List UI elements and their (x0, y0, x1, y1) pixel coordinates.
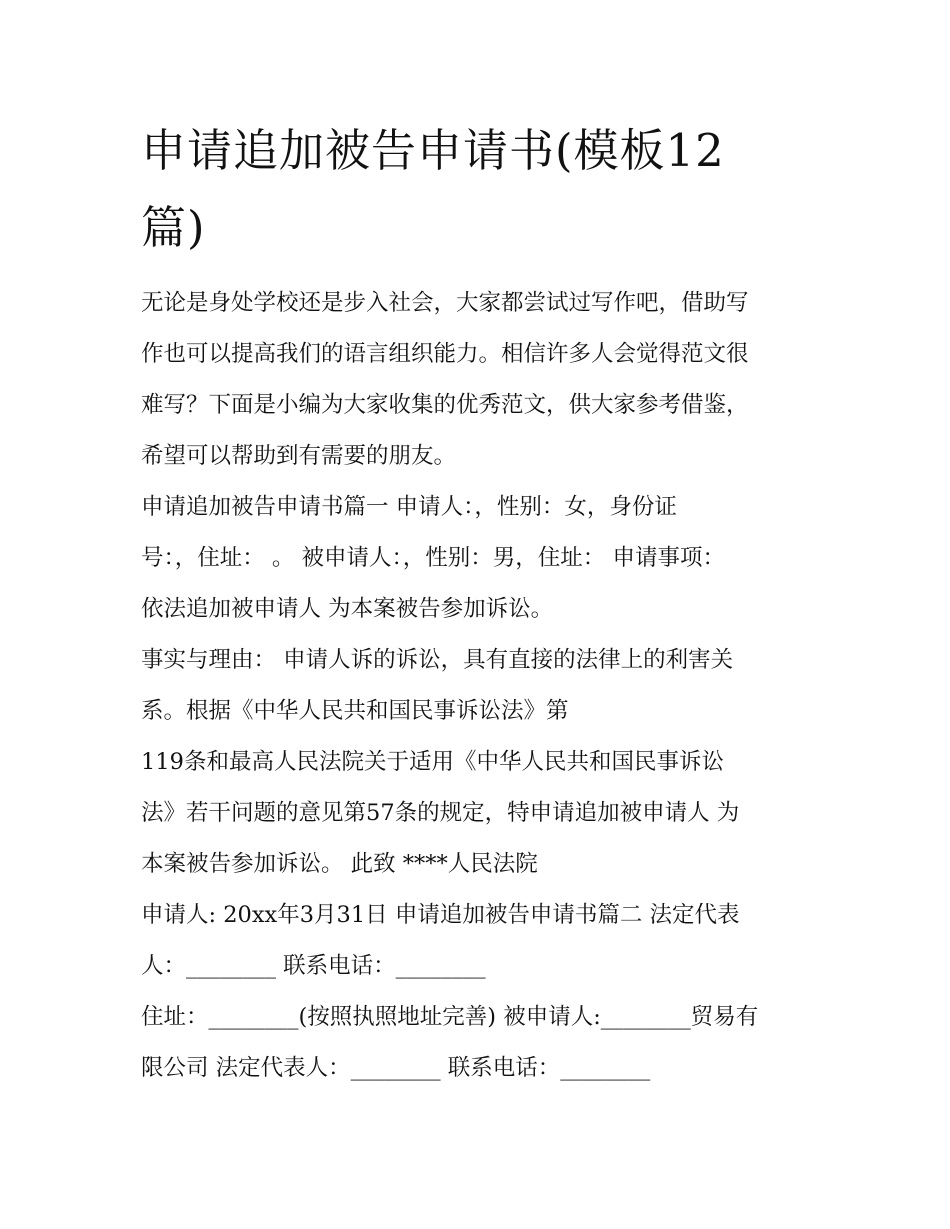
facts-reasons-line: 法》若干问题的意见第57条的规定，特申请追加被申请人 为 (141, 800, 740, 826)
applicant-info-line: 号：，住址： 。 被申请人：，性别：男，住址： 申请事项： (141, 545, 725, 571)
applicant-info-line: 依法追加被申请人 为本案被告参加诉讼。 (141, 596, 554, 622)
template-two-line: 住址：________(按照执照地址完善) 被申请人:________贸易有 (141, 1004, 759, 1030)
title-line: 篇) (141, 201, 206, 254)
facts-reasons-line: 本案被告参加诉讼。 此致 ****人民法院 (141, 851, 538, 877)
intro-paragraph-line: 难写？下面是小编为大家收集的优秀范文，供大家参考借鉴， (141, 392, 749, 418)
document-body (141, 278, 821, 1094)
template-two-line: 限公司 法定代表人：________ 联系电话：________ (141, 1055, 651, 1081)
applicant-info-line: 申请追加被告申请书篇一 申请人：，性别：女，身份证 (141, 494, 677, 520)
template-two-line: 人：________ 联系电话：________ (141, 953, 486, 979)
intro-paragraph-line: 希望可以帮助到有需要的朋友。 (141, 443, 457, 469)
facts-reasons-line: 119条和最高人民法院关于适用《中华人民共和国民事诉讼 (141, 749, 724, 775)
document-title (141, 112, 821, 266)
facts-reasons-line: 事实与理由： 申请人诉的诉讼，具有直接的法律上的利害关 (141, 647, 734, 673)
template-two-line: 申请人: 20xx年3月31日 申请追加被告申请书篇二 法定代表 (141, 902, 740, 928)
intro-paragraph-line: 无论是身处学校还是步入社会，大家都尝试过写作吧，借助写 (141, 290, 749, 316)
facts-reasons-line: 系。根据《中华人民共和国民事诉讼法》第 (141, 698, 569, 724)
intro-paragraph-line: 作也可以提高我们的语言组织能力。相信许多人会觉得范文很 (141, 341, 749, 367)
title-line: 申请追加被告申请书(模板12 (141, 124, 725, 177)
